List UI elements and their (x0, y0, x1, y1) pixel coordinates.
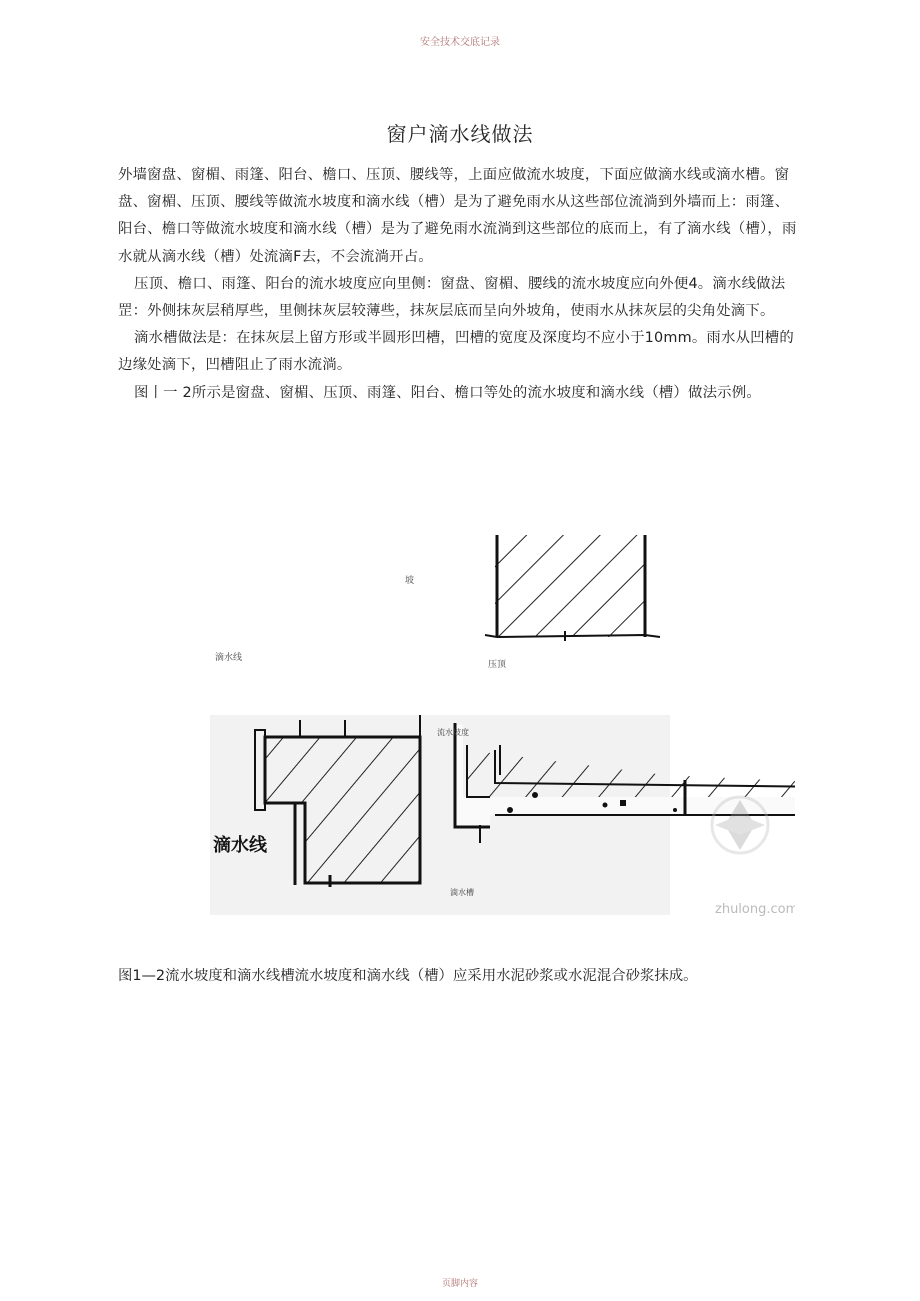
paragraph: 压顶、檐口、雨篷、阳台的流水坡度应向里侧：窗盘、窗楣、腰线的流水坡度应向外便4。滴水线做法罡：外侧抹灰层稍厚些，里侧抹灰层较薄些，抹灰层底而呈向外坡角，使雨水从抹灰层的尖角处滴下。 (118, 275, 786, 320)
label-drip-line-small: 滴水线 (215, 653, 243, 663)
label-drip-line-large: 滴水线 (213, 835, 267, 856)
page-title: 窗户滴水线做法 (386, 122, 534, 146)
figure-caption: 图1—2流水坡度和滴水线槽流水坡度和滴水线（槽）应采用水泥砂浆或水泥混合砂浆抹成。 (118, 968, 698, 984)
drip-line-figure (205, 525, 795, 925)
body-text (118, 162, 798, 407)
paragraph: 外墙窗盘、窗楣、雨篷、阳台、檐口、压顶、腰线等，上面应做流水坡度，下面应做滴水线或滴水槽。窗盘、窗楣、压顶、腰线等做流水坡度和滴水线（槽）是为了避免雨水从这些部位流淌到外墙而上：雨篷、阳台、檐口等做流水坡度和滴水线（槽）是为了避免雨水流淌到这些部位的底而上，有了滴水线（槽），雨水就从滴水线（槽）处流滴F去，不会流淌开占。 (118, 167, 797, 265)
label-slope: 流水坡度 (437, 728, 469, 737)
page-footer: 页脚内容 (441, 1279, 478, 1289)
label-slope-top: 坡 (405, 576, 415, 586)
figure-drawing (205, 525, 795, 925)
watermark-logo (712, 797, 768, 853)
watermark-text: zhulong.com (715, 902, 795, 917)
label-coping: 压顶 (488, 660, 507, 670)
coping-diagram (485, 535, 660, 641)
paragraph: 图丨一 2所示是窗盘、窗楣、压顶、雨篷、阳台、檐口等处的流水坡度和滴水线（槽）做法示例。 (134, 384, 761, 401)
page-header: 安全技术交底记录 (420, 37, 500, 48)
label-drip-groove: 滴水槽 (450, 888, 474, 897)
paragraph: 滴水槽做法是：在抹灰层上留方形或半圆形凹槽，凹槽的宽度及深度均不应小于10mm。雨水从凹槽的边缘处滴下，凹槽阻止了雨水流淌。 (118, 330, 794, 374)
